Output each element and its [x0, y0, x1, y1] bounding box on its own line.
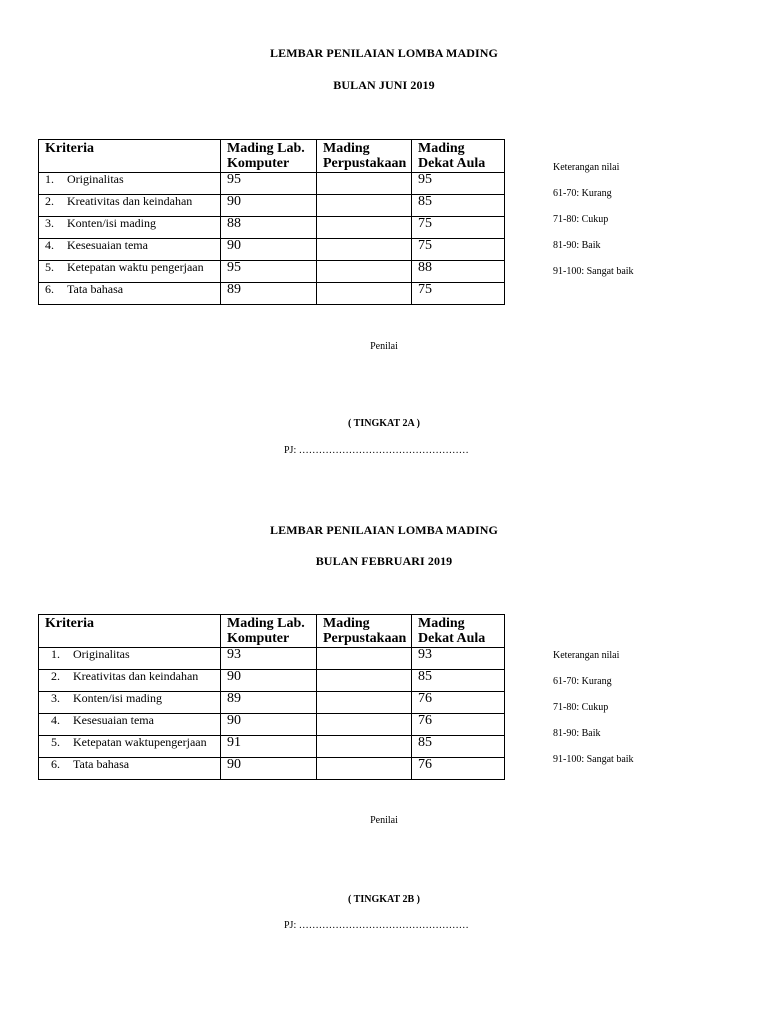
score-lab-komputer: 90	[221, 670, 317, 692]
criteria-number: 1.	[51, 647, 60, 661]
penilai-label: Penilai	[370, 815, 398, 826]
table-header-row	[39, 140, 505, 173]
score-dekat-aula: 85	[412, 670, 505, 692]
criteria-cell	[39, 736, 221, 758]
criteria-number: 5.	[51, 735, 60, 749]
score-lab-komputer: 90	[221, 195, 317, 217]
score-lab-komputer: 91	[221, 736, 317, 758]
column-header-kriteria: Kriteria	[39, 140, 221, 173]
tingkat-label: ( TINGKAT 2B )	[348, 894, 420, 905]
criteria-label: Kreativitas dan keindahan	[67, 194, 193, 208]
table-header-row	[39, 615, 505, 648]
score-legend	[553, 161, 634, 291]
legend-title: Keterangan nilai	[553, 162, 620, 173]
criteria-label: Kesesuaian tema	[73, 713, 154, 727]
criteria-number: 3.	[51, 691, 60, 705]
criteria-number: 5.	[45, 260, 54, 274]
criteria-label: Tata bahasa	[73, 757, 130, 771]
column-header-perpustakaan: Mading Perpustakaan	[317, 140, 412, 173]
score-perpustakaan	[317, 239, 412, 261]
criteria-number: 2.	[51, 669, 60, 683]
score-perpustakaan	[317, 217, 412, 239]
criteria-cell	[39, 217, 221, 239]
score-lab-komputer: 88	[221, 217, 317, 239]
criteria-cell	[39, 758, 221, 780]
table-row	[39, 648, 505, 670]
criteria-cell	[39, 261, 221, 283]
score-dekat-aula: 76	[412, 758, 505, 780]
legend-title: Keterangan nilai	[553, 650, 620, 661]
score-lab-komputer: 89	[221, 283, 317, 305]
score-dekat-aula: 76	[412, 692, 505, 714]
criteria-cell	[39, 195, 221, 217]
score-lab-komputer: 95	[221, 173, 317, 195]
score-perpustakaan	[317, 261, 412, 283]
table-row	[39, 692, 505, 714]
criteria-cell	[39, 648, 221, 670]
column-header-perpustakaan: Mading Perpustakaan	[317, 615, 412, 648]
criteria-number: 4.	[51, 713, 60, 727]
legend-item: 81-90: Baik	[553, 728, 601, 739]
criteria-label: Originalitas	[67, 172, 124, 186]
score-perpustakaan	[317, 173, 412, 195]
criteria-number: 3.	[45, 216, 54, 230]
column-header-lab-komputer: Mading Lab. Komputer	[221, 140, 317, 173]
criteria-cell	[39, 173, 221, 195]
criteria-cell	[39, 283, 221, 305]
column-header-kriteria: Kriteria	[39, 615, 221, 648]
document-subtitle: BULAN JUNI 2019	[333, 78, 435, 92]
score-perpustakaan	[317, 758, 412, 780]
score-perpustakaan	[317, 195, 412, 217]
column-header-dekat-aula: Mading Dekat Aula	[412, 140, 505, 173]
criteria-number: 2.	[45, 194, 54, 208]
criteria-label: Kesesuaian tema	[67, 238, 148, 252]
pj-signature-line: PJ: ……………………………………………	[284, 920, 469, 931]
legend-item: 91-100: Sangat baik	[553, 754, 634, 765]
criteria-label: Originalitas	[73, 647, 130, 661]
tingkat-label: ( TINGKAT 2A )	[348, 418, 420, 429]
table-row	[39, 714, 505, 736]
table-row	[39, 283, 505, 305]
document-subtitle: BULAN FEBRUARI 2019	[315, 554, 453, 568]
document-title: LEMBAR PENILAIAN LOMBA MADING	[270, 46, 498, 60]
table-row	[39, 736, 505, 758]
score-lab-komputer: 89	[221, 692, 317, 714]
score-dekat-aula: 75	[412, 283, 505, 305]
criteria-cell	[39, 692, 221, 714]
legend-item: 71-80: Cukup	[553, 702, 609, 713]
score-perpustakaan	[317, 714, 412, 736]
legend-item: 61-70: Kurang	[553, 188, 612, 199]
table-row	[39, 670, 505, 692]
score-dekat-aula: 76	[412, 714, 505, 736]
column-header-lab-komputer: Mading Lab. Komputer	[221, 615, 317, 648]
score-dekat-aula: 85	[412, 736, 505, 758]
legend-item: 71-80: Cukup	[553, 214, 609, 225]
score-perpustakaan	[317, 283, 412, 305]
score-perpustakaan	[317, 670, 412, 692]
score-perpustakaan	[317, 736, 412, 758]
criteria-label: Konten/isi mading	[67, 216, 156, 230]
criteria-number: 1.	[45, 172, 54, 186]
criteria-number: 4.	[45, 238, 54, 252]
table-row	[39, 239, 505, 261]
table-row	[39, 217, 505, 239]
score-lab-komputer: 90	[221, 239, 317, 261]
document-title: LEMBAR PENILAIAN LOMBA MADING	[270, 523, 498, 537]
pj-signature-line: PJ: ……………………………………………	[284, 445, 469, 456]
score-legend	[553, 649, 634, 779]
criteria-number: 6.	[45, 282, 54, 296]
score-dekat-aula: 85	[412, 195, 505, 217]
table-row	[39, 195, 505, 217]
legend-item: 61-70: Kurang	[553, 676, 612, 687]
score-dekat-aula: 93	[412, 648, 505, 670]
score-perpustakaan	[317, 648, 412, 670]
legend-item: 81-90: Baik	[553, 240, 601, 251]
criteria-label: Ketepatan waktu pengerjaan	[67, 260, 204, 274]
criteria-cell	[39, 714, 221, 736]
score-dekat-aula: 95	[412, 173, 505, 195]
score-lab-komputer: 93	[221, 648, 317, 670]
penilai-label: Penilai	[370, 341, 398, 352]
score-table	[38, 614, 505, 780]
score-dekat-aula: 75	[412, 217, 505, 239]
table-row	[39, 173, 505, 195]
score-lab-komputer: 90	[221, 758, 317, 780]
score-lab-komputer: 95	[221, 261, 317, 283]
score-lab-komputer: 90	[221, 714, 317, 736]
criteria-number: 6.	[51, 757, 60, 771]
criteria-label: Kreativitas dan keindahan	[73, 669, 199, 683]
table-row	[39, 261, 505, 283]
criteria-label: Tata bahasa	[67, 282, 124, 296]
score-dekat-aula: 88	[412, 261, 505, 283]
table-row	[39, 758, 505, 780]
criteria-label: Ketepatan waktupengerjaan	[73, 735, 207, 749]
criteria-cell	[39, 239, 221, 261]
score-dekat-aula: 75	[412, 239, 505, 261]
criteria-cell	[39, 670, 221, 692]
score-perpustakaan	[317, 692, 412, 714]
column-header-dekat-aula: Mading Dekat Aula	[412, 615, 505, 648]
legend-item: 91-100: Sangat baik	[553, 266, 634, 277]
score-table	[38, 139, 505, 305]
criteria-label: Konten/isi mading	[73, 691, 162, 705]
